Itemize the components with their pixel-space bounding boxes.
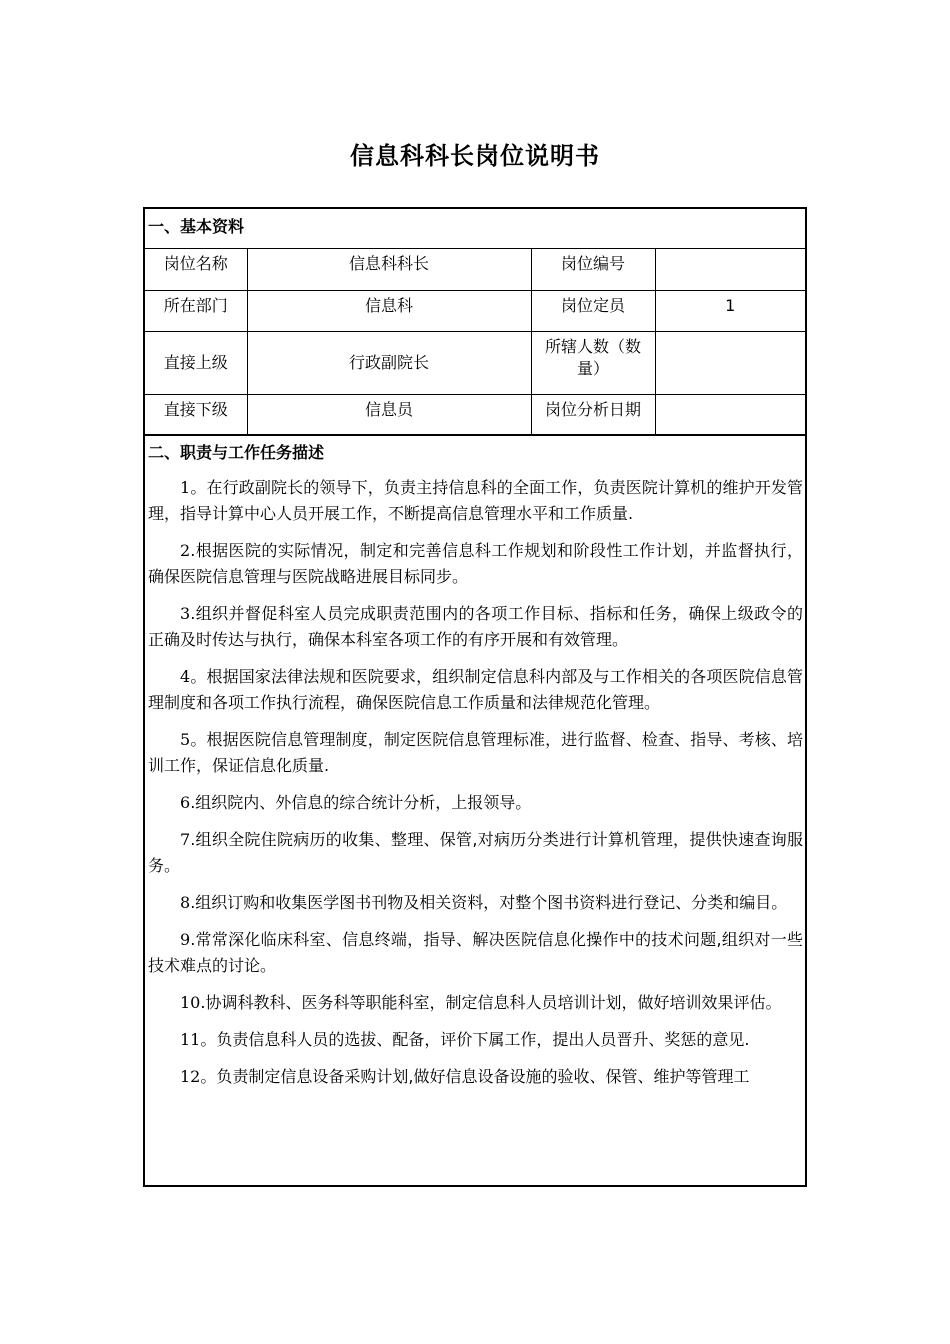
basic-info-table	[145, 249, 805, 436]
duty-number-separator: 。	[190, 730, 207, 749]
duty-number: 3	[180, 604, 191, 623]
duty-number: 4	[180, 667, 191, 686]
duty-number: 2	[180, 541, 191, 560]
duty-text: 负责信息科人员的选拔、配备，评价下属工作，提出人员晋升、奖惩的意见.	[216, 1030, 750, 1049]
duty-number: 9	[180, 930, 191, 949]
duty-number: 11	[180, 1030, 201, 1049]
duty-text: 在行政副院长的领导下，负责主持信息科的全面工作，负责医院计算机的维护开发管理，指导计算中心人员开展工作，不断提高信息管理水平和工作质量.	[148, 478, 803, 523]
duty-item	[148, 890, 803, 916]
duty-number-separator: .	[200, 993, 206, 1012]
duty-text: 根据国家法律法规和医院要求，组织制定信息科内部及与工作相关的各项医院信息管理制度和各项工作执行流程，确保医院信息工作质量和法律规范化管理。	[148, 667, 803, 712]
duty-number-separator: 。	[190, 478, 207, 497]
duty-item	[148, 475, 803, 527]
section-basic-info-heading: 一、基本资料	[145, 209, 805, 249]
duty-number-separator: 。	[200, 1067, 217, 1086]
position-name-label: 岗位名称	[145, 249, 247, 290]
department-value: 信息科	[247, 290, 531, 331]
duty-number-separator: 。	[190, 667, 207, 686]
duty-text: 协调科教科、医务科等职能科室，制定信息科人员培训计划，做好培训效果评估。	[205, 993, 782, 1012]
table-row	[145, 394, 805, 435]
duty-text: 常常深化临床科室、信息终端，指导、解决医院信息化操作中的技术问题,组织对一些技术难点的讨论。	[148, 930, 803, 975]
position-code-value	[655, 249, 805, 290]
duty-item	[148, 727, 803, 779]
duty-text: 组织院内、外信息的综合统计分析，上报领导。	[195, 793, 532, 812]
table-row	[145, 249, 805, 290]
duty-number-separator: .	[190, 541, 196, 560]
duty-number: 7	[180, 830, 191, 849]
duty-item	[148, 538, 803, 590]
duty-item	[148, 927, 803, 979]
table-row	[145, 331, 805, 394]
duty-item	[148, 827, 803, 879]
duty-number: 10	[180, 993, 201, 1012]
subordinate-count-value	[655, 331, 805, 394]
section-duties-heading: 二、职责与工作任务描述	[148, 443, 325, 462]
subordinate-count-label: 所辖人数（数量）	[531, 331, 655, 394]
job-description-sheet	[143, 207, 807, 1187]
duty-number-separator: .	[190, 604, 196, 623]
duty-number: 1	[180, 478, 191, 497]
duty-text: 组织全院住院病历的收集、整理、保管,对病历分类进行计算机管理，提供快速查询服务。	[148, 830, 803, 875]
direct-superior-label: 直接上级	[145, 331, 247, 394]
duty-item	[148, 601, 803, 653]
analysis-date-label: 岗位分析日期	[531, 394, 655, 435]
direct-subordinate-label: 直接下级	[145, 394, 247, 435]
duty-item	[148, 990, 803, 1016]
position-code-label: 岗位编号	[531, 249, 655, 290]
duty-item	[148, 790, 803, 816]
duty-text: 组织并督促科室人员完成职责范围内的各项工作目标、指标和任务，确保上级政令的正确及时传达与执行，确保本科室各项工作的有序开展和有效管理。	[148, 604, 803, 649]
duties-list	[145, 475, 805, 1090]
direct-subordinate-value: 信息员	[247, 394, 531, 435]
table-row	[145, 290, 805, 331]
duty-item	[148, 1027, 803, 1053]
duty-number-separator: .	[190, 930, 196, 949]
duty-text: 根据医院信息管理制度，制定医院信息管理标准，进行监督、检查、指导、考核、培训工作，保证信息化质量.	[148, 730, 803, 775]
duty-number-separator: .	[190, 893, 196, 912]
duty-text: 组织订购和收集医学图书刊物及相关资料，对整个图书资料进行登记、分类和编目。	[195, 893, 788, 912]
department-label: 所在部门	[145, 290, 247, 331]
position-name-value: 信息科科长	[247, 249, 531, 290]
duty-number: 12	[180, 1067, 201, 1086]
duty-number-separator: .	[190, 830, 196, 849]
page-title: 信息科科长岗位说明书	[350, 142, 600, 170]
direct-superior-value: 行政副院长	[247, 331, 531, 394]
headcount-value: 1	[655, 290, 805, 331]
duty-number: 5	[180, 730, 191, 749]
analysis-date-value	[655, 394, 805, 435]
duty-text: 负责制定信息设备采购计划,做好信息设备设施的验收、保管、维护等管理工	[216, 1067, 750, 1086]
headcount-label: 岗位定员	[531, 290, 655, 331]
duty-number: 6	[180, 793, 191, 812]
duty-number: 8	[180, 893, 191, 912]
duty-item	[148, 1064, 803, 1090]
duty-item	[148, 664, 803, 716]
duty-text: 根据医院的实际情况，制定和完善信息科工作规划和阶段性工作计划，并监督执行，确保医院信息管理与医院战略进展目标同步。	[148, 541, 803, 586]
duty-number-separator: .	[190, 793, 196, 812]
duty-number-separator: 。	[200, 1030, 217, 1049]
